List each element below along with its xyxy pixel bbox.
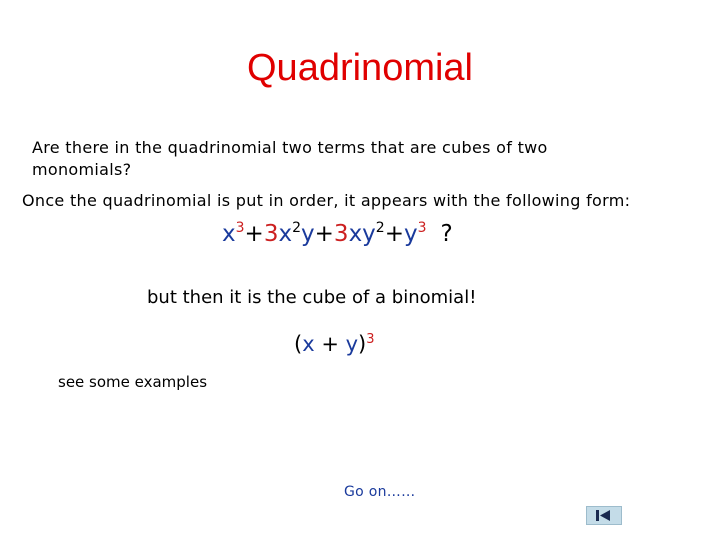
term-3-coefficient: 3 [333, 221, 349, 247]
term-2-coefficient: 3 [263, 221, 279, 247]
term-2-exponent: 2 [292, 220, 302, 236]
term-1-exponent: 3 [235, 220, 245, 236]
close-paren: ) [358, 332, 367, 356]
term-2-base: x [278, 221, 293, 247]
term-4-base: y [404, 221, 418, 247]
go-on-link[interactable]: Go on…… [344, 484, 416, 500]
plus-2: + [314, 221, 334, 247]
examples-text: see some examples [58, 373, 208, 391]
term-3-base: xy [348, 221, 376, 247]
skip-to-end-button[interactable] [586, 506, 622, 525]
binomial-x: x [302, 332, 315, 356]
plus-3: + [384, 221, 404, 247]
term-1-base: x [222, 221, 236, 247]
plus-1: + [244, 221, 264, 247]
binomial-plus: + [314, 332, 346, 356]
question-text: Are there in the quadrinomial two terms that are cubes of two monomials? [32, 138, 548, 179]
slide-title: Quadrinomial [247, 47, 473, 89]
term-4-exponent: 3 [417, 220, 427, 236]
question-mark: ? [440, 221, 453, 247]
binomial-exponent: 3 [366, 332, 375, 347]
skip-to-end-icon [587, 507, 621, 524]
open-paren: ( [294, 332, 303, 356]
quadrinomial-formula [222, 212, 453, 250]
binomial-y: y [345, 332, 359, 356]
binomial-cube [294, 325, 375, 359]
order-text: Once the quadrinomial is put in order, it appears with the following form: [22, 191, 631, 210]
conclusion-text: but then it is the cube of a binomial! [147, 287, 477, 308]
term-2-variable: y [301, 221, 315, 247]
term-3-exponent: 2 [375, 220, 385, 236]
